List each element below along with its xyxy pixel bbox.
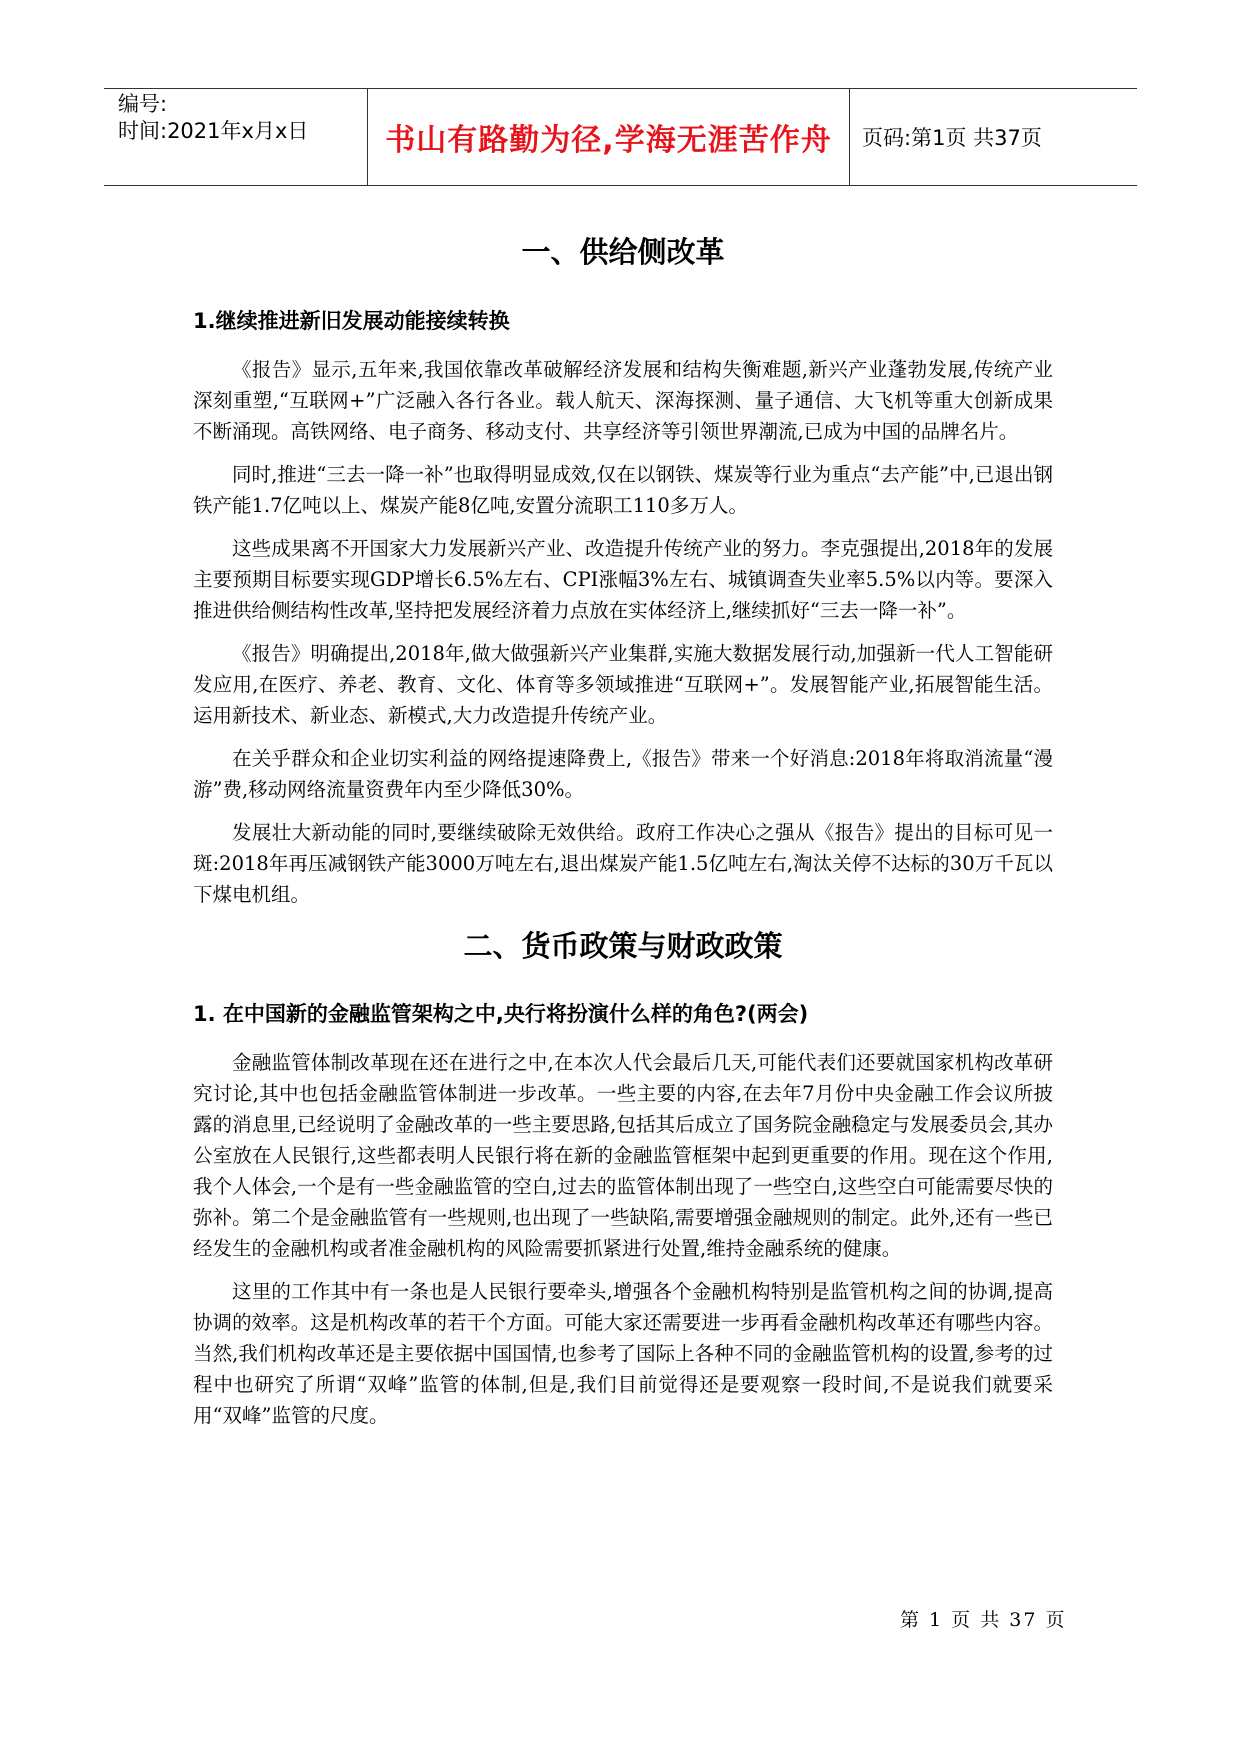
section-subtitle: 1.继续推进新旧发展动能接续转换	[193, 309, 510, 333]
paragraph: 同时,推进“三去一降一补”也取得明显成效,仅在以钢铁、煤炭等行业为重点“去产能”中,已退出钢铁产能1.7亿吨以上、煤炭产能8亿吨,安置分流职工110多万人。	[193, 463, 1053, 517]
paragraph: 《报告》显示,五年来,我国依靠改革破解经济发展和结构失衡难题,新兴产业蓬勃发展,传统产业深刻重塑,“互联网+”广泛融入各行各业。载人航天、深海探测、量子通信、大飞机等重大创新成果不断涌现。高铁网络、电子商务、移动支付、共享经济等引领世界潮流,已成为中国的品牌名片。	[193, 358, 1053, 443]
paragraph: 《报告》明确提出,2018年,做大做强新兴产业集群,实施大数据发展行动,加强新一代人工智能研发应用,在医疗、养老、教育、文化、体育等多领域推进“互联网+”。发展智能产业,拓展智能生活。运用新技术、新业态、新模式,大力改造提升传统产业。	[193, 642, 1053, 727]
header-motto-cell	[367, 89, 850, 185]
document-time-label: 时间:2021年x月x日	[118, 119, 309, 143]
document-header	[104, 88, 1137, 186]
paragraph: 在关乎群众和企业切实利益的网络提速降费上,《报告》带来一个好消息:2018年将取消流量“漫游”费,移动网络流量资费年内至少降低30%。	[193, 747, 1053, 801]
paragraph: 这些成果离不开国家大力发展新兴产业、改造提升传统产业的努力。李克强提出,2018年的发展主要预期目标要实现GDP增长6.5%左右、CPI涨幅3%左右、城镇调查失业率5.5%以内等。要深入推进供给侧结构性改革,坚持把发展经济着力点放在实体经济上,继续抓好“三去一降一补”。	[193, 537, 1053, 622]
header-page-cell	[850, 89, 1137, 185]
section-subtitle: 1. 在中国新的金融监管架构之中,央行将扮演什么样的角色?(两会)	[193, 1002, 809, 1026]
section-title: 二、货币政策与财政政策	[463, 929, 783, 963]
header-meta	[104, 89, 367, 185]
paragraph: 金融监管体制改革现在还在进行之中,在本次人代会最后几天,可能代表们还要就国家机构改革研究讨论,其中也包括金融监管体制进一步改革。一些主要的内容,在去年7月份中央金融工作会议所披露的消息里,已经说明了金融改革的一些主要思路,包括其后成立了国务院金融稳定与发展委员会,其办公室放在人民银行,这些都表明人民银行将在新的金融监管框架中起到更重要的作用。现在这个作用,我个人体会,一个是有一些金融监管的空白,过去的监管体制出现了一些空白,这些空白可能需要尽快的弥补。第二个是金融监管有一些规则,也出现了一些缺陷,需要增强金融规则的制定。此外,还有一些已经发生的金融机构或者准金融机构的风险需要抓紧进行处置,维持金融系统的健康。	[193, 1051, 1053, 1260]
paragraph: 这里的工作其中有一条也是人民银行要牵头,增强各个金融机构特别是监管机构之间的协调,提高协调的效率。这是机构改革的若干个方面。可能大家还需要进一步再看金融机构改革还有哪些内容。当然,我们机构改革还是主要依据中国国情,也参考了国际上各种不同的金融监管机构的设置,参考的过程中也研究了所谓“双峰”监管的体制,但是,我们目前觉得还是要观察一段时间,不是说我们就要采用“双峰”监管的尺度。	[193, 1280, 1053, 1427]
page-footer: 第 1 页 共 37 页	[900, 1609, 1067, 1631]
document-number-label: 编号:	[118, 92, 168, 116]
section-title: 一、供给侧改革	[521, 235, 725, 269]
motto-text: 书山有路勤为径,学海无涯苦作舟	[385, 123, 832, 158]
page-info: 页码:第1页 共37页	[862, 126, 1042, 150]
paragraph: 发展壮大新动能的同时,要继续破除无效供给。政府工作决心之强从《报告》提出的目标可见一斑:2018年再压减钢铁产能3000万吨左右,退出煤炭产能1.5亿吨左右,淘汰关停不达标的30万千瓦以下煤电机组。	[193, 821, 1053, 906]
document-body	[193, 232, 1053, 1443]
